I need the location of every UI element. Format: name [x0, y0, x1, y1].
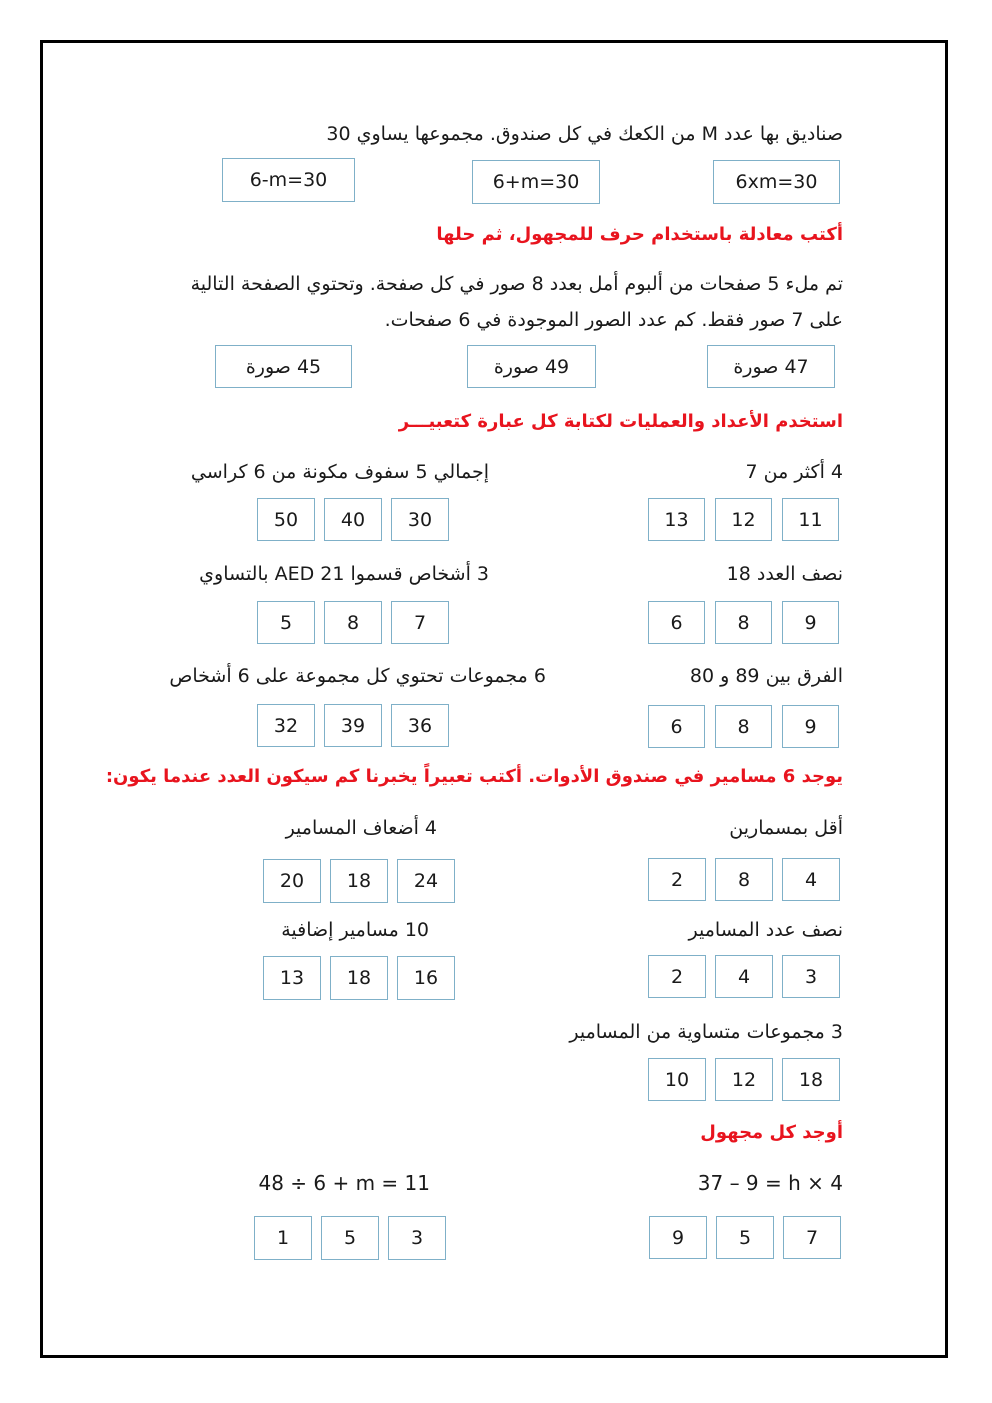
option-box[interactable]: 12 [715, 1058, 773, 1101]
option-box[interactable]: 2 [648, 955, 706, 998]
option-box[interactable]: 5 [257, 601, 315, 644]
option-box[interactable]: 45 صورة [215, 345, 352, 388]
item-label: الفرق بين 89 و 80 [689, 665, 843, 687]
item-label: 4 أكثر من 7 [745, 461, 843, 483]
option-box[interactable]: 4 [782, 858, 840, 901]
item-label: 3 أشخاص قسموا AED 21 بالتساوي [199, 563, 489, 585]
section-heading: يوجد 6 مسامير في صندوق الأدوات. أكتب تعبيراً يخبرنا كم سيكون العدد عندما يكون: [105, 766, 843, 787]
option-box[interactable]: 2 [648, 858, 706, 901]
option-box[interactable]: 9 [782, 705, 839, 748]
option-box[interactable]: 8 [715, 858, 773, 901]
item-label: 3 مجموعات متساوية من المسامير [569, 1021, 843, 1043]
option-box[interactable]: 47 صورة [707, 345, 835, 388]
option-box[interactable]: 50 [257, 498, 315, 541]
section-heading: أكتب معادلة باستخدام حرف للمجهول، ثم حلها [436, 224, 843, 245]
option-box[interactable]: 32 [257, 704, 315, 747]
item-label: 10 مسامير إضافية [281, 919, 429, 941]
option-box[interactable]: 18 [782, 1058, 840, 1101]
equation: 37 – 9 = h × 4 [697, 1171, 843, 1195]
option-box[interactable]: 10 [648, 1058, 706, 1101]
option-box[interactable]: 1 [254, 1216, 312, 1260]
option-box[interactable]: 8 [715, 601, 772, 644]
option-box[interactable]: 9 [649, 1216, 707, 1259]
option-box[interactable]: 7 [783, 1216, 841, 1259]
option-box[interactable]: 18 [330, 956, 388, 1000]
option-box[interactable]: 39 [324, 704, 382, 747]
option-box[interactable]: 6-m=30 [222, 158, 355, 202]
item-label: أقل بمسمارين [729, 817, 843, 839]
option-box[interactable]: 36 [391, 704, 449, 747]
option-box[interactable]: 6+m=30 [472, 160, 600, 204]
item-label: نصف العدد 18 [726, 563, 843, 585]
question-line: تم ملء 5 صفحات من ألبوم أمل بعدد 8 صور في كل صفحة. وتحتوي الصفحة التالية [190, 273, 843, 295]
option-box[interactable]: 30 [391, 498, 449, 541]
option-box[interactable]: 5 [321, 1216, 379, 1260]
option-box[interactable]: 20 [263, 859, 321, 903]
option-box[interactable]: 49 صورة [467, 345, 596, 388]
question-line: على 7 صور فقط. كم عدد الصور الموجودة في 6 صفحات. [384, 309, 843, 331]
section-heading: استخدم الأعداد والعمليات لكتابة كل عبارة كتعبيـــر [398, 411, 843, 432]
equation: 48 ÷ 6 + m = 11 [258, 1171, 430, 1195]
item-label: 6 مجموعات تحتوي كل مجموعة على 6 أشخاص [169, 665, 546, 687]
option-box[interactable]: 40 [324, 498, 382, 541]
option-box[interactable]: 3 [782, 955, 840, 998]
option-box[interactable]: 6xm=30 [713, 160, 840, 204]
question-cake-boxes: صناديق بها عدد M من الكعك في كل صندوق. مجموعها يساوي 30 [326, 123, 843, 145]
option-box[interactable]: 24 [397, 859, 455, 903]
option-box[interactable]: 7 [391, 601, 449, 644]
item-label: نصف عدد المسامير [688, 919, 843, 941]
option-box[interactable]: 6 [648, 601, 705, 644]
option-box[interactable]: 18 [330, 859, 388, 903]
option-box[interactable]: 8 [324, 601, 382, 644]
option-box[interactable]: 13 [263, 956, 321, 1000]
item-label: 4 أضعاف المسامير [285, 817, 437, 839]
item-label: إجمالي 5 سفوف مكونة من 6 كراسي [190, 461, 489, 483]
option-box[interactable]: 6 [648, 705, 705, 748]
option-box[interactable]: 12 [715, 498, 772, 541]
option-box[interactable]: 4 [715, 955, 773, 998]
option-box[interactable]: 3 [388, 1216, 446, 1260]
option-box[interactable]: 13 [648, 498, 705, 541]
option-box[interactable]: 5 [716, 1216, 774, 1259]
option-box[interactable]: 8 [715, 705, 772, 748]
option-box[interactable]: 11 [782, 498, 839, 541]
option-box[interactable]: 16 [397, 956, 455, 1000]
option-box[interactable]: 9 [782, 601, 839, 644]
section-heading: أوجد كل مجهول [700, 1122, 843, 1143]
